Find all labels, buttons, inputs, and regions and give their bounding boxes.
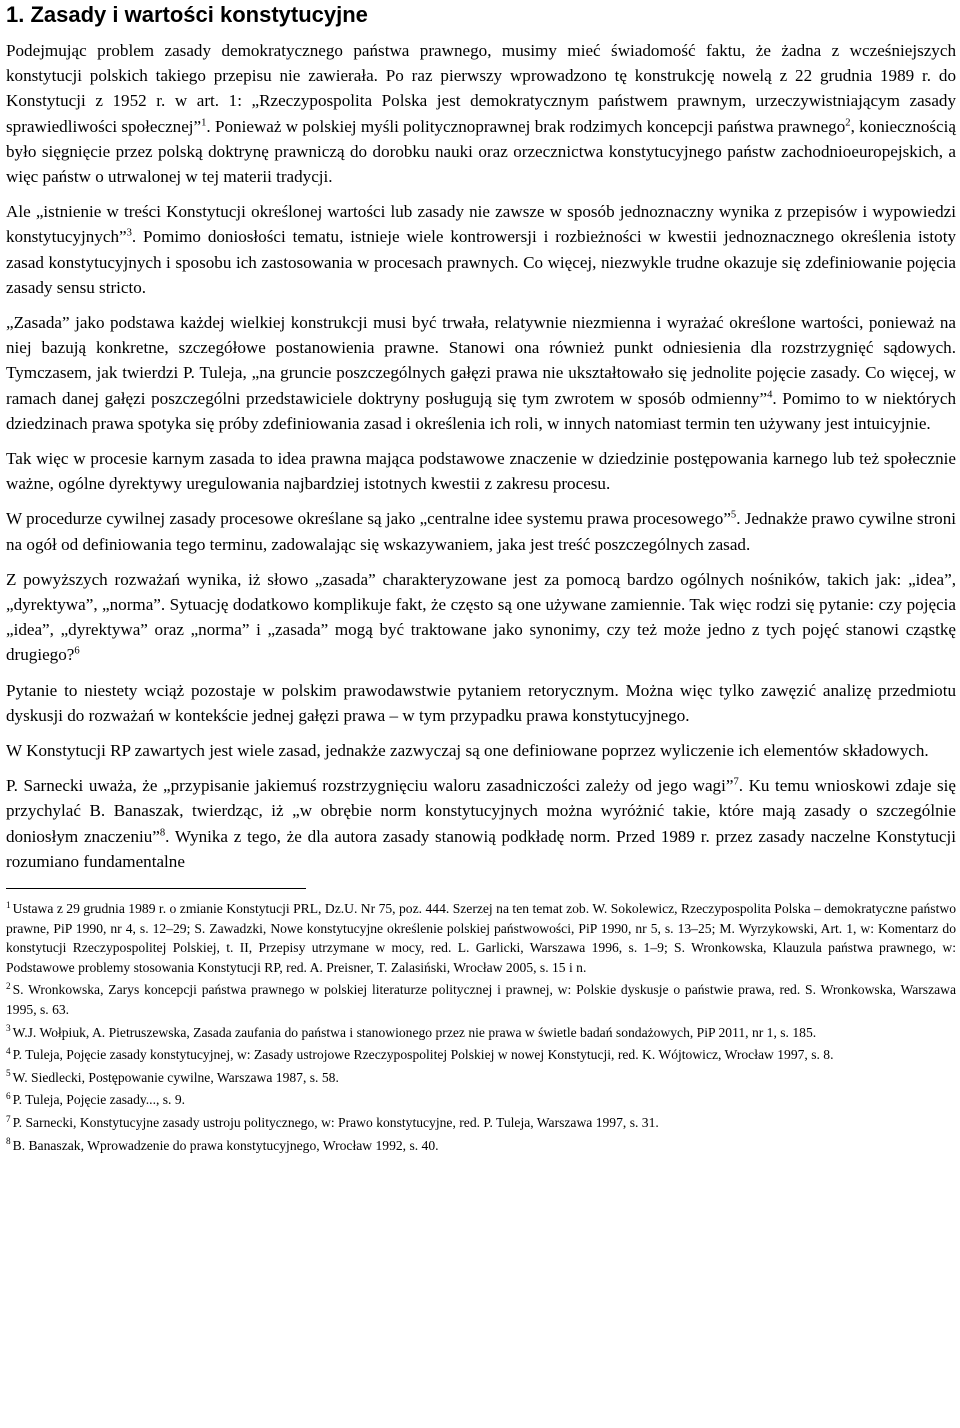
footnote-ref-1[interactable]: 1 (201, 116, 207, 128)
footnote-ref-3[interactable]: 3 (126, 227, 132, 239)
footnote-ref-8[interactable]: 8 (159, 827, 166, 838)
footnote-8 (6, 1136, 956, 1156)
footnote-ref-4[interactable]: 4 (767, 388, 773, 400)
paragraph-6: Z powyższych rozważań wynika, iż słowo „zasada” charakteryzowane jest za pomocą bardzo ogólnych nośników, takich jak: „idea”, „dyrektywa”, „norma”. Sytuację dodatkowo komplikuje fakt, że często są one używane zamiennie. Tak więc rodzi się pytanie: czy pojęcia „idea”, „dyrektywa” oraz „norma” i „zasada” mogą być traktowane jako synonimy, czy też może jedno z tych pojęć stanowi cząstkę drugiego?$^6$ (6, 569, 956, 665)
footnote-7 (6, 1113, 956, 1133)
paragraph-5: W procedurze cywilnej zasady procesowe określane są jako „centralne idee systemu prawa procesowego”$^5$. Jednakże prawo cywilne stroni na ogół od definiowania tego terminu, zadowalając się wskazywaniem, jaka jest treść poszczególnych zasad. (6, 509, 956, 554)
paragraph-3: „Zasada” jako podstawa każdej wielkiej konstrukcji musi być trwała, relatywnie niezmienna i wyrażać określone wartości, ponieważ na niej bazują konkretne, szczegółowe postanowienia prawne. Stanowi ona również punkt odniesienia dla rozstrzygnięć sądowych. Tymczasem, jak twierdzi P. Tuleja, „na gruncie poszczególnych gałęzi prawa nie ukształtowało się jednolite pojęcie zasady. Co więcej, w ramach danej gałęzi poszczególni przedstawiciele doktryny posługują się tym zwrotem w sposób odmienny”$^4$. Pomimo to w niektórych dziedzinach prawa spotyka się próby zdefiniowania zasad i określenia ich roli, w innych natomiast termin ten używany jest intuicyjnie. (6, 313, 956, 433)
section-title: 1. Zasady i wartości konstytucyjne (6, 2, 368, 27)
footnote-number: 7 (6, 1113, 11, 1124)
footnote-number: 4 (6, 1045, 11, 1056)
footnote-text: S. Wronkowska, Zarys koncepcji państwa prawnego w polskiej literaturze politycznej i prawnej, w: Polskie dyskusje o państwie prawa, red. S. Wronkowska, Warszawa 1995, s. 63. (6, 982, 956, 1018)
footnote-3 (6, 1023, 956, 1043)
footnote-1 (6, 899, 956, 977)
footnote-text: Ustawa z 29 grudnia 1989 r. o zmianie Konstytucji PRL, Dz.U. Nr 75, poz. 444. Szerzej na ten temat zob. W. Sokolewicz, Rzeczypospolita Polska – demokratyczne państwo prawne, PiP 1990, nr 4, s. 12–29; S. Zawadzki, Nowe konstytucyjne określenie polskiej państwowości, PiP 1990, nr 5, s. 13–25; M. Wyrzykowski, Art. 1, w: Komentarz do konstytucji Rzeczypospolitej Polskiej, t. II, Przepisy utrzymane w mocy, red. L. Garlicki, Warszawa 1996, s. 1–9; S. Wronkowska, Klauzula państwa prawnego, w: Podstawowe problemy stosowania Konstytucji RP, red. A. Preisner, T. Zalasiński, Wrocław 2005, s. 15 i n. (6, 901, 956, 975)
footnote-number: 3 (6, 1023, 11, 1034)
footnote-5 (6, 1068, 956, 1088)
footnote-text: P. Tuleja, Pojęcie zasady konstytucyjnej, w: Zasady ustrojowe Rzeczypospolitej Polskiej w nowej Konstytucji, red. K. Wójtowicz, Wrocław 1997, s. 8. (12, 1047, 834, 1063)
document-page (6, 0, 956, 1158)
paragraph-9: P. Sarnecki uważa, że „przypisanie jakiemuś rozstrzygnięciu waloru zasadniczości zależy od jego wagi”$^7$. Ku temu wnioskowi zdaje się przychylać B. Banaszak, twierdząc, iż „w obrębie norm konstytucyjnych można wyróżnić takie, które mają zasady o szczególnie doniosłym znaczeniu”$^8$. Wynika z tego, że dla autora zasady stanowią podkładę norm. Przed 1989 r. przez zasady naczelne Konstytucji rozumiano fundamentalne (6, 776, 956, 871)
footnotes (6, 899, 956, 1155)
paragraph-4: Tak więc w procesie karnym zasada to idea prawna mająca podstawowe znaczenie w dziedzinie postępowania karnego lub też społecznie ważne, ogólne dyrektywy uregulowania najbardziej istotnych kwestii z zakresu procesu. (6, 449, 956, 494)
footnote-text: P. Tuleja, Pojęcie zasady..., s. 9. (12, 1092, 186, 1108)
footnote-text: W. Siedlecki, Postępowanie cywilne, Warszawa 1987, s. 58. (12, 1069, 339, 1085)
footnote-text: W.J. Wołpiuk, A. Pietruszewska, Zasada zaufania do państwa i stanowionego przez nie prawa w świetle badań sondażowych, PiP 2011, nr 1, s. 185. (12, 1024, 817, 1040)
body-text (6, 38, 956, 874)
footnote-separator (6, 888, 306, 889)
paragraph-2: Ale „istnienie w treści Konstytucji określonej wartości lub zasady nie zawsze w sposób jednoznaczny wynika z przepisów i wypowiedzi konstytucyjnych”$^3$. Pomimo doniosłości tematu, istnieje wiele kontrowersji i rozbieżności w kwestii jednoznacznego określenia istoty zasad konstytucyjnych i sposobu ich zastosowania w procesach prawnych. Co więcej, niezwykle trudne okazuje się zdefiniowanie pojęcia zasady sensu stricto. (6, 202, 956, 297)
footnote-2 (6, 980, 956, 1019)
footnote-ref-7[interactable]: 7 (733, 776, 739, 788)
footnote-number: 1 (6, 899, 11, 910)
footnote-text: P. Sarnecki, Konstytucyjne zasady ustroju politycznego, w: Prawo konstytucyjne, red. P. Tuleja, Warszawa 1997, s. 31. (12, 1115, 659, 1131)
footnote-text: B. Banaszak, Wprowadzenie do prawa konstytucyjnego, Wrocław 1992, s. 40. (12, 1137, 439, 1153)
footnote-6 (6, 1090, 956, 1110)
footnote-ref-2[interactable]: 2 (845, 116, 851, 128)
paragraph-7: Pytanie to niestety wciąż pozostaje w polskim prawodawstwie pytaniem retorycznym. Można więc tylko zawęzić analizę przedmiotu dyskusji do rozważań w kontekście jednej gałęzi prawa – w tym przypadku prawa konstytucyjnego. (6, 680, 956, 725)
footnote-ref-5[interactable]: 5 (730, 509, 737, 521)
footnote-number: 6 (6, 1090, 11, 1101)
footnote-ref-6[interactable]: 6 (74, 645, 80, 657)
footnote-4 (6, 1045, 956, 1065)
paragraph-8: W Konstytucji RP zawartych jest wiele zasad, jednakże zazwyczaj są one definiowane poprzez wyliczenie ich elementów składowych. (6, 741, 929, 761)
footnote-number: 5 (6, 1068, 11, 1079)
footnote-number: 2 (6, 980, 11, 991)
paragraph-1: Podejmując problem zasady demokratycznego państwa prawnego, musimy mieć świadomość faktu, że żadna z wcześniejszych konstytucji polskich takiego przepisu nie zawierała. Po raz pierwszy wprowadzono tę konstrukcję nowelą z 22 grudnia 1989 r. do Konstytucji z 1952 r. w art. 1: „Rzeczypospolita Polska jest demokratycznym państwem prawnym, urzeczywistniającym zasady sprawiedliwości społecznej”$^1$. Ponieważ w polskiej myśli politycznoprawnej brak rodzimych koncepcji państwa prawnego$^2$, koniecznością było sięgnięcie przez polską doktrynę prawniczą do dorobku nauki oraz orzecznictwa konstytucyjnego państw zachodnioeuropejskich, a więc państw o utrwalonej w tej materii tradycji. (6, 41, 956, 187)
footnote-number: 8 (6, 1136, 11, 1147)
